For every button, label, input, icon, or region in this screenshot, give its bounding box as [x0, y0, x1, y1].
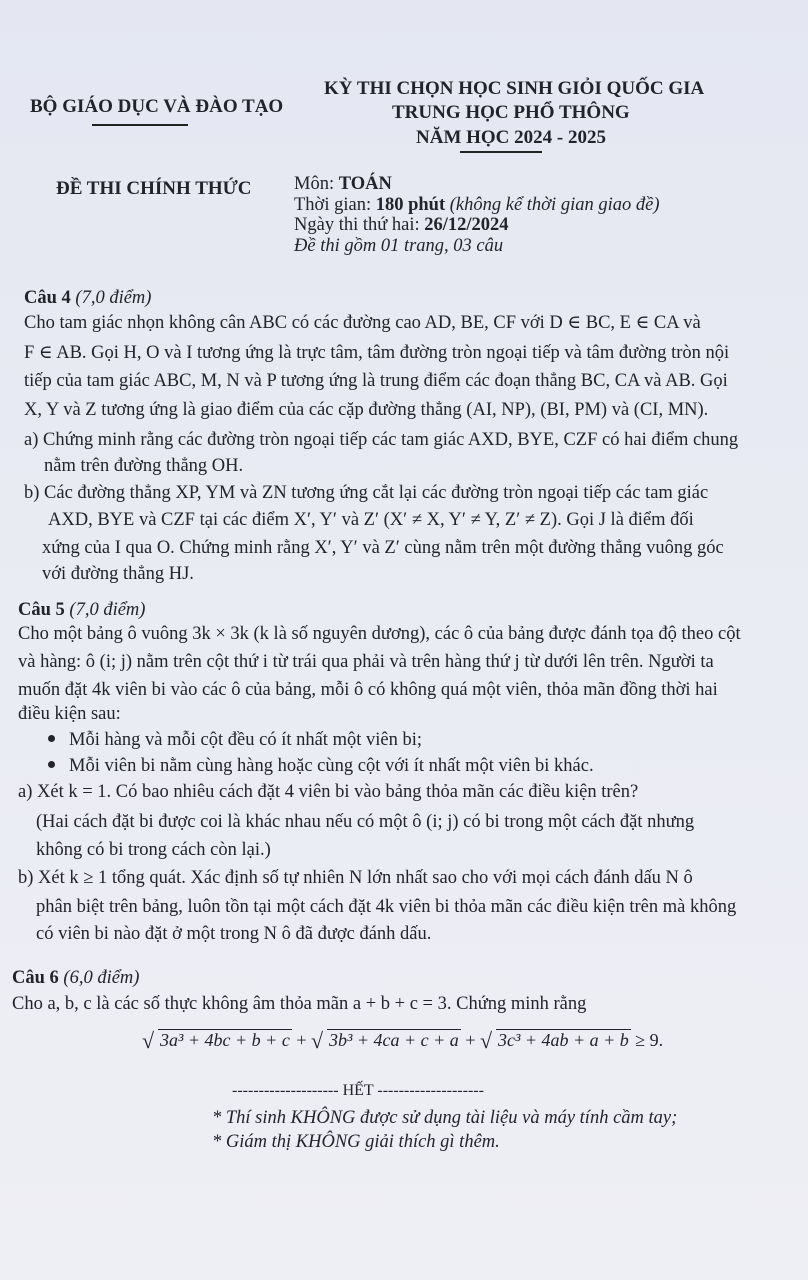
- subject-label: Môn:: [294, 174, 339, 194]
- q5-part-a-3: không có bi trong cách còn lại.): [36, 840, 271, 860]
- time-value: 180 phút: [375, 195, 446, 215]
- q5-part-b-2: phân biệt trên bảng, luôn tồn tại một cách đặt 4k viên bi thỏa mãn các điều kiện trên mà không: [36, 897, 737, 917]
- question-5: [18, 600, 788, 950]
- q4-part-b-4: với đường thẳng HJ.: [42, 564, 194, 584]
- date-line: [294, 215, 509, 236]
- q5-line-2: và hàng: ô (i; j) nằm trên cột thứ i từ trái qua phải và trên hàng thứ j từ dưới lên trên. Người ta: [18, 652, 714, 672]
- q5-points: (7,0 điểm): [64, 600, 146, 620]
- q6-points: (6,0 điểm): [58, 968, 140, 988]
- date-value: 26/12/2024: [424, 215, 509, 235]
- q5-title: Câu 5: [18, 600, 65, 620]
- q6-title: Câu 6: [12, 968, 59, 988]
- bullet-dot: [48, 735, 55, 742]
- q6-inequality: √ 3a³ + 4bc + b + c + √ 3b³ + 4ca + c + a + √ 3c³ + 4ab + a + b ≥ 9.: [142, 1030, 663, 1051]
- pages-line: Đề thi gồm 01 trang, 03 câu: [294, 236, 504, 256]
- subject-line: [294, 174, 392, 195]
- q6-line-1: Cho a, b, c là các số thực không âm thỏa mãn a + b + c = 3. Chứng minh rằng: [12, 994, 587, 1014]
- q5-part-b-3: có viên bi nào đặt ở một trong N ô đã được đánh dấu.: [36, 924, 432, 944]
- q6-heading: [12, 968, 139, 989]
- q4-part-a-2: nằm trên đường thẳng OH.: [44, 456, 244, 476]
- q5-part-b-1: b) Xét k ≥ 1 tổng quát. Xác định số tự nhiên N lớn nhất sao cho với mọi cách đánh dấu N ô: [18, 868, 693, 888]
- title-underline: [460, 151, 542, 153]
- ministry-underline: [92, 124, 188, 126]
- q4-line-3: tiếp của tam giác ABC, M, N và P tương ứng là trung điểm các đoạn thẳng BC, CA và AB. Gọi: [24, 371, 728, 391]
- official-label: ĐỀ THI CHÍNH THỨC: [56, 178, 252, 199]
- sqrt-term-2: √ 3b³ + 4ca + c + a: [311, 1030, 461, 1051]
- q5-bullet-2: [48, 756, 594, 777]
- q4-part-a-1: a) Chứng minh rằng các đường tròn ngoại tiếp các tam giác AXD, BYE, CZF có hai điểm chung: [24, 430, 739, 450]
- q5-bullet-2-text: Mỗi viên bi nằm cùng hàng hoặc cùng cột với ít nhất một viên bi khác.: [69, 756, 594, 776]
- q4-part-b-1: b) Các đường thẳng XP, YM và ZN tương ứng cắt lại các đường tròn ngoại tiếp các tam giác: [24, 483, 709, 503]
- q5-part-a-1: a) Xét k = 1. Có bao nhiêu cách đặt 4 viên bi vào bảng thỏa mãn các điều kiện trên?: [18, 782, 639, 802]
- q4-line-2: F ∈ AB. Gọi H, O và I tương ứng là trực tâm, tâm đường tròn ngoại tiếp và tâm đường tròn nội: [24, 343, 730, 363]
- footer-note-1: * Thí sinh KHÔNG được sử dụng tài liệu và máy tính cầm tay;: [212, 1108, 678, 1128]
- q4-title: Câu 4: [24, 288, 71, 308]
- q5-line-1: Cho một bảng ô vuông 3k × 3k (k là số nguyên dương), các ô của bảng được đánh tọa độ theo cột: [18, 624, 741, 644]
- q4-line-1: Cho tam giác nhọn không cân ABC có các đường cao AD, BE, CF với D ∈ BC, E ∈ CA và: [24, 313, 701, 333]
- question-6: [12, 968, 792, 1058]
- q5-bullet-1-text: Mỗi hàng và mỗi cột đều có ít nhất một viên bi;: [69, 730, 422, 750]
- sqrt-term-1: √ 3a³ + 4bc + b + c: [142, 1030, 292, 1051]
- q4-part-b-2: AXD, BYE và CZF tại các điểm X′, Y′ và Z′ (X′ ≠ X, Y′ ≠ Y, Z′ ≠ Z). Gọi J là điểm đối: [48, 510, 694, 530]
- ministry-name: BỘ GIÁO DỤC VÀ ĐÀO TẠO: [30, 96, 284, 117]
- q4-part-b-3: xứng của I qua O. Chứng minh rằng X′, Y′ và Z′ cùng nằm trên một đường thẳng vuông góc: [42, 538, 724, 558]
- exam-title-2: TRUNG HỌC PHỔ THÔNG: [392, 102, 630, 123]
- bullet-dot: [48, 761, 55, 768]
- q4-heading: [24, 288, 151, 309]
- q5-bullet-1: [48, 730, 422, 751]
- q4-points: (7,0 điểm): [70, 288, 152, 308]
- q5-line-4: điều kiện sau:: [18, 704, 121, 724]
- date-label: Ngày thi thứ hai:: [294, 215, 425, 235]
- q4-line-4: X, Y và Z tương ứng là giao điểm của các cặp đường thẳng (AI, NP), (BI, PM) và (CI, MN).: [24, 400, 709, 420]
- time-line: [294, 195, 659, 216]
- time-note: (không kể thời gian giao đề): [445, 195, 660, 215]
- sqrt-term-3: √ 3c³ + 4ab + a + b: [480, 1030, 631, 1051]
- q5-heading: [18, 600, 145, 621]
- exam-title-3: NĂM HỌC 2024 - 2025: [416, 127, 606, 148]
- q5-part-a-2: (Hai cách đặt bi được coi là khác nhau nếu có một ô (i; j) có bi trong một cách đặt nhưng: [36, 812, 695, 832]
- footer-note-2: * Giám thị KHÔNG giải thích gì thêm.: [212, 1132, 500, 1152]
- question-4: [24, 288, 784, 588]
- exam-title-1: KỲ THI CHỌN HỌC SINH GIỎI QUỐC GIA: [324, 78, 705, 99]
- time-label: Thời gian:: [294, 195, 376, 215]
- subject-value: TOÁN: [338, 174, 392, 194]
- end-marker: -------------------- HẾT --------------------: [232, 1082, 484, 1099]
- q5-line-3: muốn đặt 4k viên bi vào các ô của bảng, mỗi ô có không quá một viên, thỏa mãn đồng thời hai: [18, 680, 718, 700]
